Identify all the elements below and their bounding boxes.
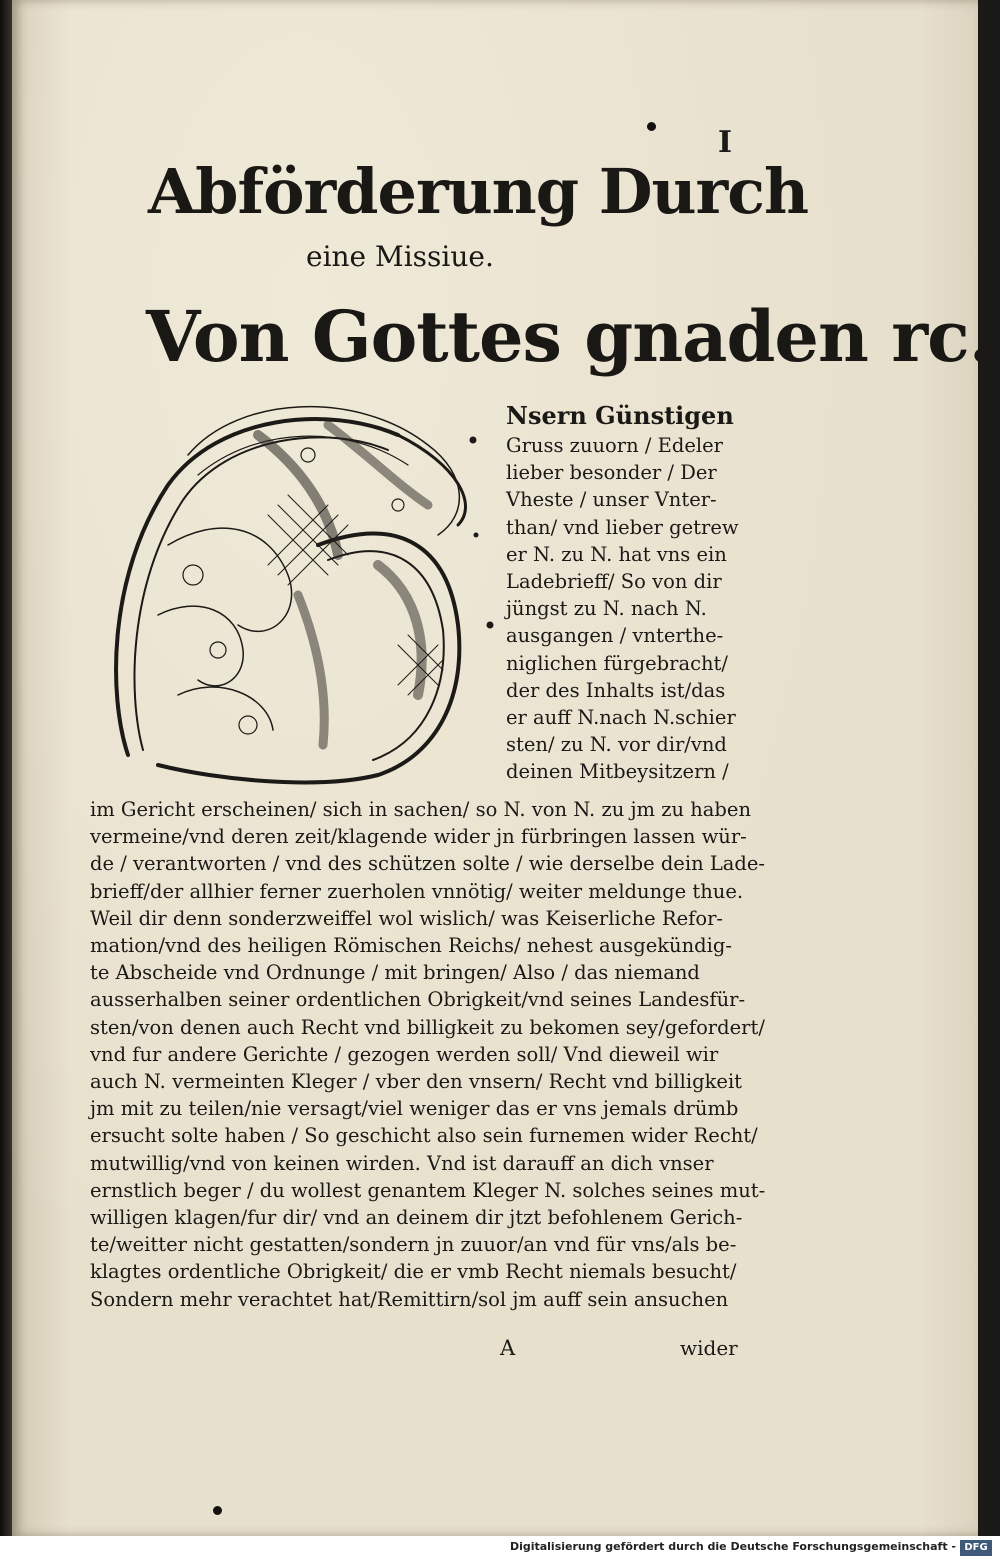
text-line: er auff N.nach N.schier (506, 706, 736, 730)
text-line: Weil dir denn sonderzweiffel wol wislich/ was Keiserliche Refor- (90, 906, 723, 930)
page-number: I (718, 125, 733, 160)
text-line: Sondern mehr verachtet hat/Remittirn/sol jm auff sein ansuchen (90, 1287, 729, 1311)
text-line: mation/vnd des heiligen Römischen Reichs/ nehest ausgekündig- (90, 934, 732, 958)
text-line: im Gericht erscheinen/ sich in sachen/ so N. von N. zu jm zu haben (90, 798, 752, 821)
text-line: der des Inhalts ist/das (506, 678, 726, 702)
text-line: Vheste / unser Vnter- (506, 488, 717, 512)
main-body-text (90, 796, 766, 1313)
text-line: sten/ zu N. vor dir/vnd (506, 733, 727, 757)
text-line: mutwillig/vnd von keinen wirden. Vnd ist darauff an dich vnser (90, 1151, 714, 1175)
heading-title-line-2: eine Missiue. (306, 240, 494, 273)
text-line: brieff/der allhier ferner zuerholen vnnötig/ weiter meldunge thue. (90, 879, 744, 903)
text-line: ersucht solte haben / So geschicht also sein furnemen wider Recht/ (90, 1124, 758, 1148)
text-line: than/ vnd lieber getrew (506, 515, 739, 539)
heading-title-line-1: Abförderung Durch (148, 155, 809, 228)
signature-mark: A (500, 1336, 516, 1360)
decorated-initial-u (98, 395, 498, 785)
text-line: Gruss zuuorn / Edeler (506, 434, 724, 457)
text-beside-initial (506, 400, 766, 786)
ink-dot-mark (213, 1506, 222, 1515)
text-line: klagtes ordentliche Obrigkeit/ die er vmb Recht niemals besucht/ (90, 1260, 737, 1284)
dfg-logo-icon: DFG (960, 1540, 992, 1556)
catchword: wider (680, 1336, 738, 1360)
footer-credit-text: Digitalisierung gefördert durch die Deutsche Forschungsgemeinschaft - (509, 1540, 956, 1553)
text-line: ernstlich beger / du wollest genantem Kleger N. solches seines mut- (90, 1178, 766, 1202)
text-line: ausserhalben seiner ordentlichen Obrigkeit/vnd seines Landesfür- (90, 988, 746, 1012)
text-line: vnd fur andere Gerichte / gezogen werden soll/ Vnd dieweil wir (90, 1042, 719, 1066)
text-line: te Abscheide vnd Ordnunge / mit bringen/ Also / das niemand (90, 961, 700, 985)
text-line: willigen klagen/fur dir/ vnd an deinem dir jtzt befohlenem Gerich- (90, 1206, 743, 1230)
text-line: deinen Mitbeysitzern / (506, 760, 729, 784)
heading-title-line-3: Von Gottes gnaden rc. (146, 295, 993, 378)
text-line: jm mit zu teilen/nie versagt/viel weniger das er vns jemals drümb (90, 1097, 739, 1121)
text-line: te/weitter nicht gestatten/sondern jn zuuor/an vnd für vns/als be- (90, 1233, 737, 1257)
text-line: de / verantworten / vnd des schützen solte / wie derselbe dein Lade- (90, 852, 766, 876)
text-line: niglichen fürgebracht/ (506, 651, 728, 675)
text-line: ausgangen / vnterthe- (506, 624, 724, 648)
text-line: er N. zu N. hat vns ein (506, 542, 727, 566)
text-line: lieber besonder / Der (506, 461, 717, 485)
book-spine-edge (0, 0, 12, 1561)
ink-dot-mark (647, 122, 656, 131)
text-line: Ladebrieff/ So von dir (506, 570, 722, 594)
text-line: sten/von denen auch Recht vnd billigkeit zu bekomen sey/gefordert/ (90, 1015, 765, 1039)
text-line: auch N. vermeinten Kleger / vber den vnsern/ Recht vnd billigkeit (90, 1070, 743, 1094)
text-line: Nsern Günstigen (506, 401, 734, 430)
text-line: jüngst zu N. nach N. (506, 597, 707, 621)
text-line: vermeine/vnd deren zeit/klagende wider jn fürbringen lassen wür- (90, 825, 747, 849)
